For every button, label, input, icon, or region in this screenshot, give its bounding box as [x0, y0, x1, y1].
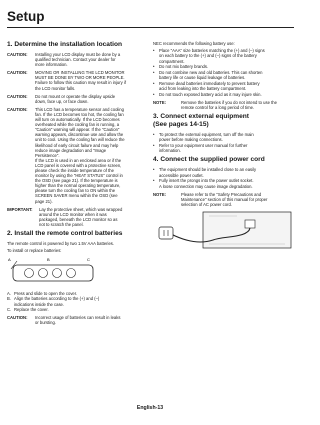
caution-line: fan. If the LCD becomes too hot, the cooling fan: [35, 111, 124, 117]
battery-note: [153, 100, 293, 110]
caution-line: unit to cool. Using the cooling fan will reduce the: [35, 137, 125, 143]
note-body: [181, 192, 267, 207]
bullet-line: compartment.: [159, 58, 185, 64]
caution-body: [35, 315, 120, 325]
section-4-heading: 4. Connect the supplied power cord: [153, 156, 265, 164]
caution-tag: CAUTION:: [7, 52, 28, 57]
note-line: Remove the batteries if you do not intend to use the: [181, 99, 277, 105]
caution-line: Persistence".: [35, 152, 60, 158]
caution-tag: CAUTION:: [7, 70, 28, 76]
note-line: remote control for a long period of time.: [181, 105, 255, 111]
note-tag: NOTE:: [153, 191, 167, 197]
bullet-line: Place "AAA" size batteries matching the (+) and (–) signs: [159, 48, 265, 54]
bullet-line: Do not combine new and old batteries. This can shorten: [159, 69, 263, 75]
section-2-heading: 2. Install the remote control batteries: [7, 230, 123, 237]
caution-line: likelihood of early circuit failure and may help: [35, 142, 119, 148]
bullet-line: Refer to your equipment user manual for further: [159, 143, 248, 149]
section-2-intro: [7, 241, 145, 253]
step-text: Press and slide to open the cover.: [14, 291, 78, 297]
bullet-line: The equipment should be installed close to an easily: [159, 167, 257, 173]
step-letter: B.: [7, 296, 11, 302]
bullet-line: power before making connections.: [159, 137, 223, 143]
caution-line: please check the inside temperature of the: [35, 167, 114, 173]
section-2-caution: [7, 315, 145, 325]
svg-text:B: B: [47, 257, 50, 263]
svg-text:C: C: [87, 257, 90, 263]
left-column: [7, 41, 145, 328]
caution-line: down, face up, or face down.: [35, 98, 89, 104]
bullet-text: [159, 48, 265, 64]
bullet-text: [159, 81, 260, 91]
caution-note: [7, 70, 145, 90]
caution-line: or bursting.: [35, 320, 56, 326]
caution-line: monitor by using the "HEAT STATUS" control in: [35, 173, 123, 179]
bullet-line: accessible power outlet.: [159, 172, 204, 178]
caution-line: This LCD has a temperature sensor and cooling: [35, 106, 124, 112]
bullet-dot: •: [153, 64, 155, 70]
step-text: Replace the cover.: [14, 306, 49, 312]
caution-tag: CAUTION:: [7, 93, 28, 99]
bullet-text: [159, 64, 208, 69]
bullet-text: [159, 143, 247, 153]
caution-line: SCREEN SAVER menu within the OSD (see: [35, 193, 118, 199]
caution-body: [35, 52, 120, 67]
caution-line: Incorrect usage of batteries can result in leaks: [35, 315, 121, 320]
power-cord-note: [153, 192, 293, 207]
caution-line: more information.: [35, 62, 68, 68]
bullet-item: [153, 81, 293, 91]
caution-line: MUST BE DONE BY TWO OR MORE PEOPLE.: [35, 75, 125, 81]
caution-note: [7, 52, 145, 67]
bullet-dot: •: [153, 48, 155, 54]
caution-line: Installing your LCD display must be done by a: [35, 52, 121, 57]
caution-note: [7, 107, 145, 204]
bullet-line: A loose connection may cause image degradation.: [159, 183, 253, 189]
bullet-item: [153, 70, 293, 80]
bullet-dot: •: [153, 91, 155, 97]
right-column: [153, 41, 293, 250]
section-1-notes: [7, 52, 145, 204]
important-line: not to scratch the panel.: [39, 221, 84, 227]
caution-line: higher than the normal operating temperature,: [35, 183, 121, 189]
battery-bullets: [153, 48, 293, 97]
important-line: Lay the protective sheet, which was wrapped: [39, 206, 123, 212]
bullet-item: [153, 92, 293, 97]
bullet-dot: •: [153, 167, 155, 173]
note-tag: NOTE:: [153, 99, 167, 105]
caution-line: "Caution" warning will appear. If the "Caution": [35, 127, 120, 133]
section-3-heading: [153, 113, 293, 129]
svg-text:A: A: [8, 257, 11, 263]
bullet-line: acid from leaking into the battery compartment.: [159, 86, 247, 92]
bullet-line: Do not mix battery brands.: [159, 64, 209, 70]
header-rule: [7, 27, 294, 28]
step-text: indications inside the case.: [14, 301, 65, 307]
important-line: around the LCD monitor when it was: [39, 211, 107, 217]
caution-body: [35, 94, 115, 104]
caution-line: please turn the cooling fan to ON within the: [35, 188, 116, 194]
bullet-item: [153, 48, 293, 64]
bullet-dot: •: [153, 69, 155, 75]
bullet-text: [159, 167, 256, 177]
bullet-line: battery life or cause liquid leakage of batteries.: [159, 75, 246, 81]
note-line: Maintenance" section of this manual for proper: [181, 196, 268, 202]
bullet-dot: •: [153, 80, 155, 86]
step-letter: C.: [7, 306, 12, 312]
caution-body: [35, 107, 125, 204]
caution-line: qualified technician. Contact your dealer for: [35, 57, 116, 63]
battery-recommendation-intro: NEC recommends the following battery use:: [153, 41, 235, 46]
important-note: [7, 207, 145, 227]
caution-line: overheated while the cooling fan is running, a: [35, 122, 120, 128]
bullet-text: [159, 132, 254, 142]
battery-steps: [7, 291, 145, 312]
section-3-heading-line-2: (See pages 14-15): [153, 121, 209, 129]
battery-step: [7, 307, 145, 312]
bullet-line: Do not touch exposed battery acid as it may injure skin.: [159, 91, 262, 97]
caution-line: Do not mount or operate the display upside: [35, 93, 116, 99]
note-body: [181, 100, 277, 110]
bullet-line: Fully insert the prongs into the power outlet socket.: [159, 178, 254, 184]
bullet-item: [153, 64, 293, 69]
caution-line: reduce image degradation and "Image: [35, 147, 107, 153]
section-4-bullets: [153, 167, 293, 188]
caution-line: Failure to follow this caution may result in injury if: [35, 80, 126, 86]
bullet-line: information.: [159, 148, 181, 154]
caution-tag: CAUTION:: [7, 315, 28, 320]
important-line: packaged, beneath the LCD monitor so as: [39, 216, 118, 222]
bullet-dot: •: [153, 143, 155, 149]
battery-compartment-illustration: [7, 255, 97, 287]
bullet-line: Remove dead batteries immediately to prevent battery: [159, 80, 260, 86]
caution-tag: CAUTION:: [7, 106, 28, 112]
bullet-dot: •: [153, 178, 155, 184]
caution-line: page 21).: [35, 198, 53, 204]
caution-line: warning appears, discontinue use and allow the: [35, 132, 124, 138]
caution-body: [35, 70, 126, 90]
step-letter: A.: [7, 291, 11, 297]
step-text: Align the batteries according to the (+) and (–): [14, 296, 100, 302]
section-2-intro-line: To install or replace batteries:: [7, 248, 62, 254]
page-title: Setup: [7, 9, 45, 24]
power-cord-connection-illustration: [153, 210, 293, 250]
page-header: [7, 10, 294, 28]
section-3-bullets: [153, 132, 293, 153]
caution-line: MOVING OR INSTALLING THE LCD MONITOR: [35, 70, 125, 76]
caution-line: the LCD monitor falls.: [35, 85, 76, 91]
note-line: selection of AC power cord.: [181, 201, 232, 207]
page-number: English-13: [136, 405, 164, 411]
caution-line: will turn on automatically. If the LCD becomes: [35, 117, 120, 123]
caution-note: [7, 94, 145, 104]
bullet-line: To protect the external equipment, turn off the main: [159, 132, 254, 138]
bullet-text: [159, 178, 254, 188]
bullet-item: [153, 167, 293, 177]
bullet-dot: •: [153, 132, 155, 138]
section-1-heading: 1. Determine the installation location: [7, 41, 123, 48]
caution-line: If the LCD is used in an enclosed area or if the: [35, 157, 122, 163]
bullet-line: on each battery to the (+) and (–) signs of the battery: [159, 53, 257, 59]
caution-line: the OSD (see page 21). If the temperature is: [35, 178, 118, 184]
important-body: [39, 207, 122, 227]
bullet-item: [153, 132, 293, 142]
section-3-heading-line-1: 3. Connect external equipment: [153, 113, 249, 121]
important-tag: IMPORTANT:: [7, 206, 33, 212]
bullet-item: [153, 178, 293, 188]
section-2-intro-line: The remote control is powered by two 1.5V AAA batteries.: [7, 241, 115, 246]
note-line: Please refer to the "Safety Precautions and: [181, 191, 262, 197]
caution-line: LCD panel is covered with a protective screen,: [35, 162, 122, 168]
bullet-item: [153, 143, 293, 153]
bullet-text: [159, 92, 262, 97]
bullet-text: [159, 70, 263, 80]
